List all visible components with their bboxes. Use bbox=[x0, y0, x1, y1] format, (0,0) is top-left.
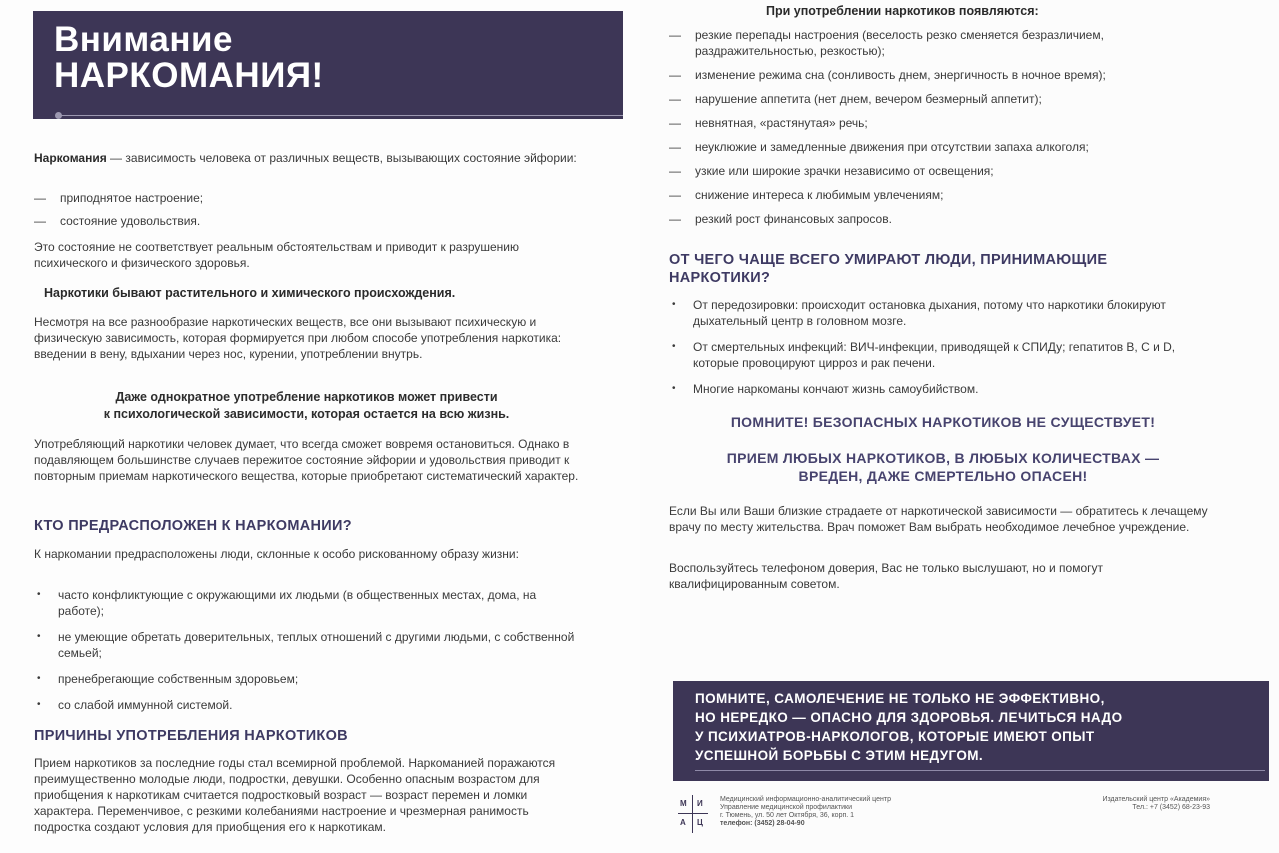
bold-statement-2: Даже однократное употребление наркотиков может привести к психологической зависимости, которая остается на всю жизнь. bbox=[103, 390, 510, 421]
banner-underline bbox=[58, 115, 623, 116]
dash-bullet: — bbox=[669, 212, 681, 226]
dash-bullet: — bbox=[34, 191, 46, 205]
signs-list bbox=[669, 27, 1217, 227]
list-item: • Многие наркоманы кончают жизнь самоубийством. bbox=[672, 382, 979, 396]
dot-bullet: • bbox=[672, 383, 676, 394]
box-line: ПОМНИТЕ, САМОЛЕЧЕНИЕ НЕ ТОЛЬКО НЕ ЭФФЕКТИВНО, bbox=[695, 691, 1105, 706]
dash-bullet: — bbox=[669, 92, 681, 106]
publisher-info: Издательский центр «Академия» Тел.: +7 (3452) 68-23-93 bbox=[1102, 796, 1210, 811]
title-banner bbox=[33, 11, 623, 119]
list-item: • От смертельных инфекций: ВИЧ-инфекции, приводящей к СПИДу; гепатитов В, С и D, которые провоцируют цирроз и рак печени. bbox=[672, 340, 1176, 370]
dot-bullet: • bbox=[672, 341, 676, 352]
list-item: • часто конфликтующие с окружающими их людьми (в общественных местах, дома, на работе); bbox=[37, 588, 537, 618]
list-item: — снижение интереса к любимым увлечениям; bbox=[669, 188, 944, 202]
paragraph-2: Несмотря на все разнообразие наркотических веществ, все они вызывают психическую и физическую зависимость, которая формируется при любом способе употребления наркотика: введении в вену, вдыхании через нос, курении, употреблении внутрь. bbox=[34, 315, 562, 361]
dot-bullet: • bbox=[37, 699, 41, 710]
heading-deaths: ОТ ЧЕГО ЧАЩЕ ВСЕГО УМИРАЮТ ЛЮДИ, ПРИНИМАЮЩИЕ НАРКОТИКИ? bbox=[669, 252, 1108, 286]
dot-bullet: • bbox=[37, 631, 41, 642]
list-item: — приподнятое настроение; bbox=[34, 191, 204, 205]
risk-list bbox=[34, 587, 579, 713]
miac-logo: М И А Ц bbox=[678, 795, 708, 833]
list-item: • пренебрегающие собственным здоровьем; bbox=[37, 672, 299, 686]
banner-dot bbox=[55, 112, 62, 119]
list-item: • со слабой иммунной системой. bbox=[37, 698, 233, 712]
box-underline bbox=[695, 770, 1265, 771]
paragraph-7: Воспользуйтесь телефоном доверия, Вас не только выслушают, но и помогут квалифицированным советом. bbox=[669, 561, 1103, 591]
list-item: — изменение режима сна (сонливость днем, энергичность в ночное время); bbox=[669, 68, 1106, 82]
warning-no-safe-drugs: ПОМНИТЕ! БЕЗОПАСНЫХ НАРКОТИКОВ НЕ СУЩЕСТВУЕТ! bbox=[730, 414, 1156, 430]
deaths-list bbox=[669, 297, 1217, 397]
intro-paragraph bbox=[34, 150, 579, 166]
paragraph-6: Если Вы или Ваши близкие страдаете от наркотической зависимости — обратитесь к лечащему врачу по месту жительства. Врач поможет Вам выбрать необходимое лечебное учреждение. bbox=[669, 504, 1208, 534]
list-item: — резкие перепады настроения (веселость резко сменяется безразличием, раздражительностью, резкостью); bbox=[669, 28, 1104, 58]
box-line: У ПСИХИАТРОВ-НАРКОЛОГОВ, КОТОРЫЕ ИМЕЮТ ОПЫТ bbox=[695, 729, 1095, 744]
paragraph-3: Употребляющий наркотики человек думает, что всегда сможет вовремя остановиться. Однако в подавляющем большинстве случаев пережитое состояние эйфории и удовольствия приводит к повторным приемам наркотического вещества, которые приобретают систематический характер. bbox=[34, 437, 579, 483]
intro-term: Наркомания bbox=[34, 151, 107, 165]
paragraph-4: К наркомании предрасположены люди, склонные к особо рискованному образу жизни: bbox=[34, 547, 519, 561]
paragraph-5: Прием наркотиков за последние годы стал всемирной проблемой. Наркоманией поражаются преимущественно молодые люди, подростки, девушки. Особенно опасным возрастом для приобщения к наркотикам считается подростковый возраст — возраст перемен и ломки характера. Переменчивое, с резкими колебаниями настроение и чрезмерная ранимость подростка создают условия для приобщения его к наркотикам. bbox=[34, 756, 556, 834]
dot-bullet: • bbox=[672, 299, 676, 310]
list-item: — состояние удовольствия. bbox=[34, 214, 201, 228]
dot-bullet: • bbox=[37, 673, 41, 684]
dash-bullet: — bbox=[34, 214, 46, 228]
list-item: • От передозировки: происходит остановка дыхания, потому что наркотики блокируют дыхательный центр в головном мозге. bbox=[672, 298, 1166, 328]
dash-bullet: — bbox=[669, 116, 681, 130]
list-item: — невнятная, «растянутая» речь; bbox=[669, 116, 868, 130]
heading-causes: ПРИЧИНЫ УПОТРЕБЛЕНИЯ НАРКОТИКОВ bbox=[34, 728, 348, 744]
organization-info: Медицинский информационно-аналитический центр Управление медицинской профилактики г. Тюмень, ул. 50 лет Октября, 36, корп. 1 телефон: (3452) 28-04-90 bbox=[720, 796, 891, 827]
box-line: УСПЕШНОЙ БОРЬБЫ С ЭТИМ НЕДУГОМ. bbox=[695, 748, 984, 763]
list-item: — узкие или широкие зрачки независимо от освещения; bbox=[669, 164, 994, 178]
dash-bullet: — bbox=[669, 28, 681, 42]
list-item: • не умеющие обретать доверительных, теплых отношений с другими людьми, с собственной семьей; bbox=[37, 630, 575, 660]
heading-risk-group: КТО ПРЕДРАСПОЛОЖЕН К НАРКОМАНИИ? bbox=[34, 518, 352, 534]
banner-title-line2: НАРКОМАНИЯ! bbox=[54, 56, 324, 95]
intro-list bbox=[34, 190, 579, 229]
list-item: — нарушение аппетита (нет днем, вечером безмерный аппетит); bbox=[669, 92, 1042, 106]
dash-bullet: — bbox=[669, 164, 681, 178]
dash-bullet: — bbox=[669, 68, 681, 82]
list-item: — неуклюжие и замедленные движения при отсутствии запаха алкоголя; bbox=[669, 140, 1089, 154]
list-item: — резкий рост финансовых запросов. bbox=[669, 212, 892, 226]
dot-bullet: • bbox=[37, 589, 41, 600]
banner-title-line1: Внимание bbox=[54, 20, 233, 59]
self-treatment-warning-box bbox=[673, 681, 1269, 781]
warning-any-dose: ПРИЕМ ЛЮБЫХ НАРКОТИКОВ, В ЛЮБЫХ КОЛИЧЕСТВАХ — ВРЕДЕН, ДАЖЕ СМЕРТЕЛЬНО ОПАСЕН! bbox=[726, 450, 1160, 484]
dash-bullet: — bbox=[669, 140, 681, 154]
intro-definition: — зависимость человека от различных веществ, вызывающих состояние эйфории: bbox=[106, 151, 577, 165]
bold-statement-1: Наркотики бывают растительного и химического происхождения. bbox=[44, 286, 456, 300]
dash-bullet: — bbox=[669, 188, 681, 202]
paragraph-1: Это состояние не соответствует реальным обстоятельствам и приводит к разрушению психического и физического здоровья. bbox=[34, 240, 519, 270]
box-line: НО НЕРЕДКО — ОПАСНО ДЛЯ ЗДОРОВЬЯ. ЛЕЧИТЬСЯ НАДО bbox=[695, 710, 1123, 725]
signs-title: При употреблении наркотиков появляются: bbox=[766, 4, 1039, 18]
